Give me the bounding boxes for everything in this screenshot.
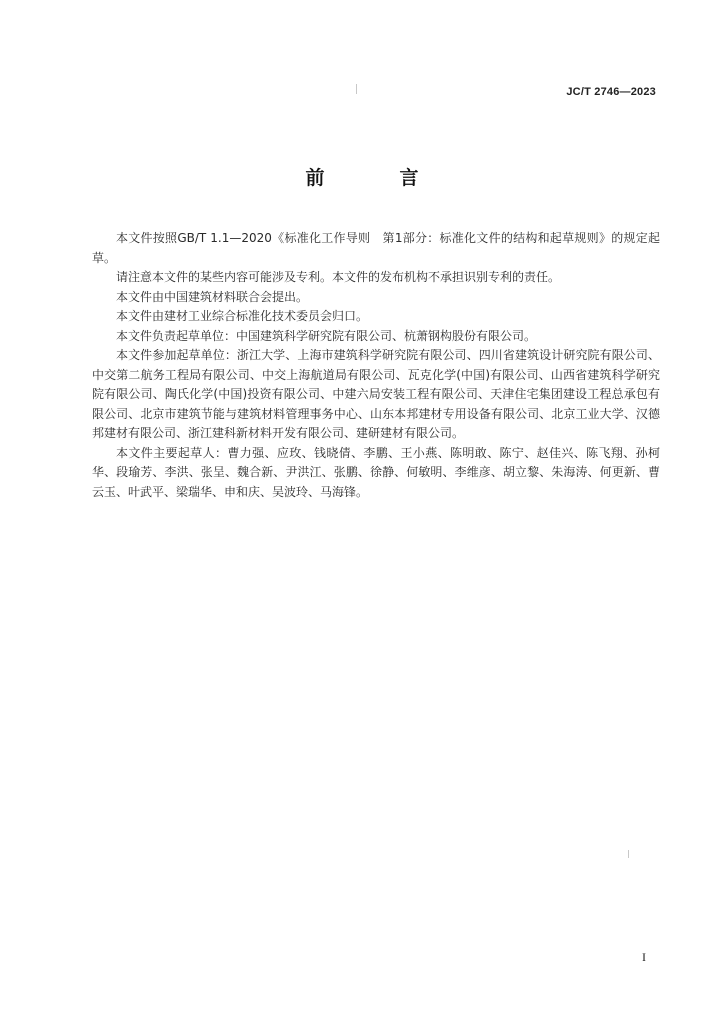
- scan-speck: [628, 850, 629, 858]
- paragraph-main-drafters: 本文件主要起草人：曹力强、应玫、钱晓倩、李鹏、王小燕、陈明敢、陈宁、赵佳兴、陈飞翔、孙柯华、段瑜芳、李洪、张呈、魏合新、尹洪江、张鹏、徐静、何敏明、李维彦、胡立黎、朱海涛、何更新、曹云玉、叶武平、梁瑞华、申和庆、吴波玲、马海锋。: [92, 445, 660, 499]
- standard-code: JC/T 2746—2023: [566, 86, 656, 98]
- paragraph-lead-drafters: 本文件负责起草单位：中国建筑科学研究院有限公司、杭萧钢构股份有限公司。: [116, 328, 537, 343]
- paragraph-drafting-rules: 本文件按照GB/T 1.1—2020《标准化工作导则 第1部分：标准化文件的结构和起草规则》的规定起草。: [92, 231, 660, 265]
- paragraph-participating-units: 本文件参加起草单位：浙江大学、上海市建筑科学研究院有限公司、四川省建筑设计研究院有限公司、中交第二航务工程局有限公司、中交上海航道局有限公司、瓦克化学(中国)有限公司、山西省建筑科学研究院有限公司、陶氏化学(中国)投资有限公司、中建六局安装工程有限公司、天津住宅集团建设工程总承包有限公司、北京市建筑节能与建筑材料管理事务中心、山东本邦建材专用设备有限公司、北京工业大学、汉德邦建材有限公司、浙江建科新材料开发有限公司、建研建材有限公司。: [92, 348, 660, 440]
- foreword-body: [92, 229, 660, 502]
- page-number: I: [642, 950, 646, 964]
- page-title: 前 言: [305, 167, 447, 189]
- paragraph-proposer: 本文件由中国建筑材料联合会提出。: [116, 289, 309, 304]
- paragraph-committee: 本文件由建材工业综合标准化技术委员会归口。: [116, 309, 369, 323]
- paragraph-patent-notice: 请注意本文件的某些内容可能涉及专利。本文件的发布机构不承担识别专利的责任。: [116, 270, 561, 284]
- scan-speck: [356, 84, 357, 94]
